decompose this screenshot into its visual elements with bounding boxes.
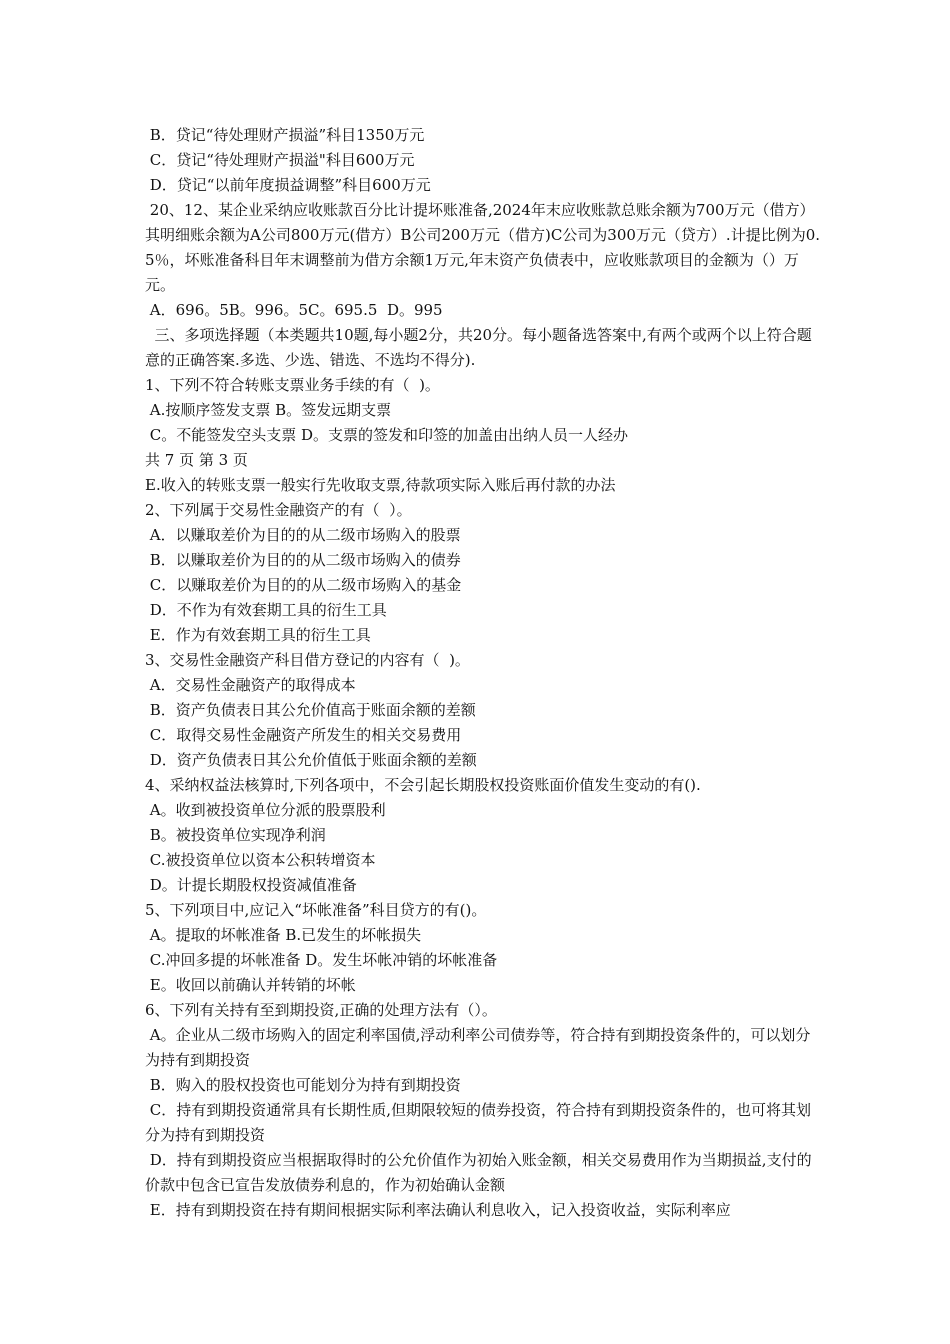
text-line: E．持有到期投资在持有期间根据实际利率法确认利息收入，记入投资收益，实际利率应: [145, 1201, 731, 1219]
text-line: B．贷记“待处理财产损溢”科目1350万元: [145, 126, 425, 144]
text-line: C．以赚取差价为目的的从二级市场购入的基金: [145, 576, 462, 594]
text-line: D。计提长期股权投资减值准备: [145, 876, 357, 894]
text-line: A．以赚取差价为目的的从二级市场购入的股票: [145, 526, 461, 544]
text-line: E。收回以前确认并转销的坏帐: [145, 976, 356, 994]
text-line: D．持有到期投资应当根据取得时的公允价值作为初始入账金额，相关交易费用作为当期损益,支付的价款中包含已宣告发放债券利息的，作为初始确认金额: [145, 1151, 812, 1194]
text-line: C.冲回多提的坏帐准备 D。发生坏帐冲销的坏帐准备: [145, 951, 498, 969]
text-line: C．取得交易性金融资产所发生的相关交易费用: [145, 726, 462, 744]
text-line: C。不能签发空头支票 D。支票的签发和印签的加盖由出纳人员一人经办: [145, 426, 629, 444]
text-line: A．交易性金融资产的取得成本: [145, 676, 356, 694]
text-line: C．持有到期投资通常具有长期性质,但期限较短的债券投资，符合持有到期投资条件的，也可将其划分为持有到期投资: [145, 1101, 812, 1144]
text-line: C．贷记“待处理财产损溢"科目600万元: [145, 151, 415, 169]
text-line: 1、下列不符合转账支票业务手续的有（ )。: [145, 376, 440, 394]
text-line: E．作为有效套期工具的衍生工具: [145, 626, 371, 644]
text-line: A.按顺序签发支票 B。签发远期支票: [145, 401, 392, 419]
text-line: A。提取的坏帐准备 B.已发生的坏帐损失: [145, 926, 422, 944]
text-line: A。收到被投资单位分派的股票股利: [145, 801, 386, 819]
text-line: B。被投资单位实现净利润: [145, 826, 326, 844]
text-line: 6、下列有关持有至到期投资,正确的处理方法有（）。: [145, 1001, 497, 1019]
text-line: A．696。5B。996。5C。695.5 D。995: [145, 301, 443, 319]
text-line: D．贷记“以前年度损益调整”科目600万元: [145, 176, 431, 194]
text-line: B．以赚取差价为目的的从二级市场购入的债券: [145, 551, 461, 569]
text-line: D．资产负债表日其公允价值低于账面余额的差额: [145, 751, 477, 769]
text-line: E.收入的转账支票一般实行先收取支票,待款项实际入账后再付款的办法: [145, 476, 616, 494]
text-line: B．购入的股权投资也可能划分为持有到期投资: [145, 1076, 461, 1094]
text-line: 5、下列项目中,应记入“坏帐准备”科目贷方的有()。: [145, 901, 487, 919]
text-line: C.被投资单位以资本公积转增资本: [145, 851, 376, 869]
text-line: 3、交易性金融资产科目借方登记的内容有（ )。: [145, 651, 470, 669]
text-line: 共 7 页 第 3 页: [145, 451, 248, 469]
text-line: D．不作为有效套期工具的衍生工具: [145, 601, 387, 619]
text-line: 20、12、某企业采纳应收账款百分比计提坏账准备,2024年末应收账款总账余额为700万元（借方）其明细账余额为A公司800万元(借方）B公司200万元（借方)C公司为300万元（贷方）.计提比例为0.5％，坏账准备科目年末调整前为借方余额1万元,年末资产负债表中，应收账款项目的金额为（）万元。: [145, 201, 821, 294]
text-line: 2、下列属于交易性金融资产的有（ ）。: [145, 501, 412, 519]
text-line: A。企业从二级市场购入的固定利率国债,浮动利率公司债券等，符合持有到期投资条件的，可以划分为持有到期投资: [145, 1026, 811, 1069]
text-line: 4、采纳权益法核算时,下列各项中，不会引起长期股权投资账面价值发生变动的有().: [145, 776, 701, 794]
text-line: 三、多项选择题（本类题共10题,每小题2分，共20分。每小题备选答案中,有两个或两个以上符合题意的正确答案.多选、少选、错选、不选均不得分).: [145, 326, 812, 369]
text-line: B．资产负债表日其公允价值高于账面余额的差额: [145, 701, 476, 719]
document-body: [145, 123, 820, 1223]
